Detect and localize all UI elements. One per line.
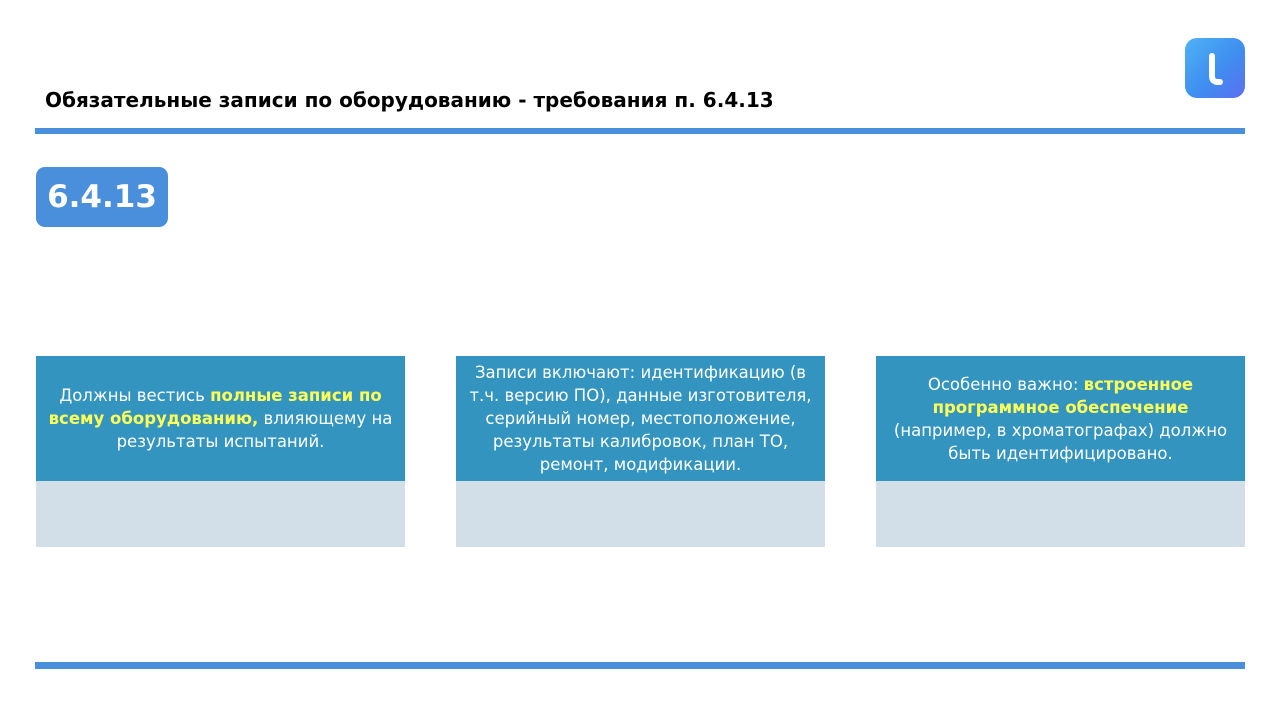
card-text	[884, 373, 1237, 465]
card-text	[44, 384, 397, 453]
card-header	[456, 356, 825, 481]
card-footer	[456, 481, 825, 547]
card-footer	[36, 481, 405, 547]
page-title: Обязательные записи по оборудованию - требования п. 6.4.13	[45, 88, 774, 112]
bottom-divider	[35, 662, 1245, 669]
card-text-part: влияющему на результаты испытаний.	[116, 409, 393, 451]
section-badge: 6.4.13	[36, 167, 168, 227]
card-text-part: Должны вестись	[59, 386, 211, 405]
info-card-records	[36, 356, 405, 547]
top-divider	[35, 128, 1245, 134]
card-highlight: встроенное программное обеспечение	[932, 374, 1194, 417]
info-card-software	[876, 356, 1245, 547]
logo-glyph	[1185, 38, 1245, 98]
card-highlight: полные записи по всему оборудованию,	[48, 386, 382, 428]
brand-logo-icon	[1185, 38, 1245, 98]
card-header	[36, 356, 405, 481]
card-header	[876, 356, 1245, 481]
card-text-part: Особенно важно:	[927, 374, 1084, 394]
card-footer	[876, 481, 1245, 547]
info-card-contents	[456, 356, 825, 547]
card-text: Записи включают: идентификацию (в т.ч. версию ПО), данные изготовителя, серийный номер, местоположение, результаты калибровок, план ТО, ремонт, модификации.	[469, 363, 812, 474]
card-text-part: (например, в хроматографах) должно быть идентифицировано.	[893, 420, 1228, 463]
